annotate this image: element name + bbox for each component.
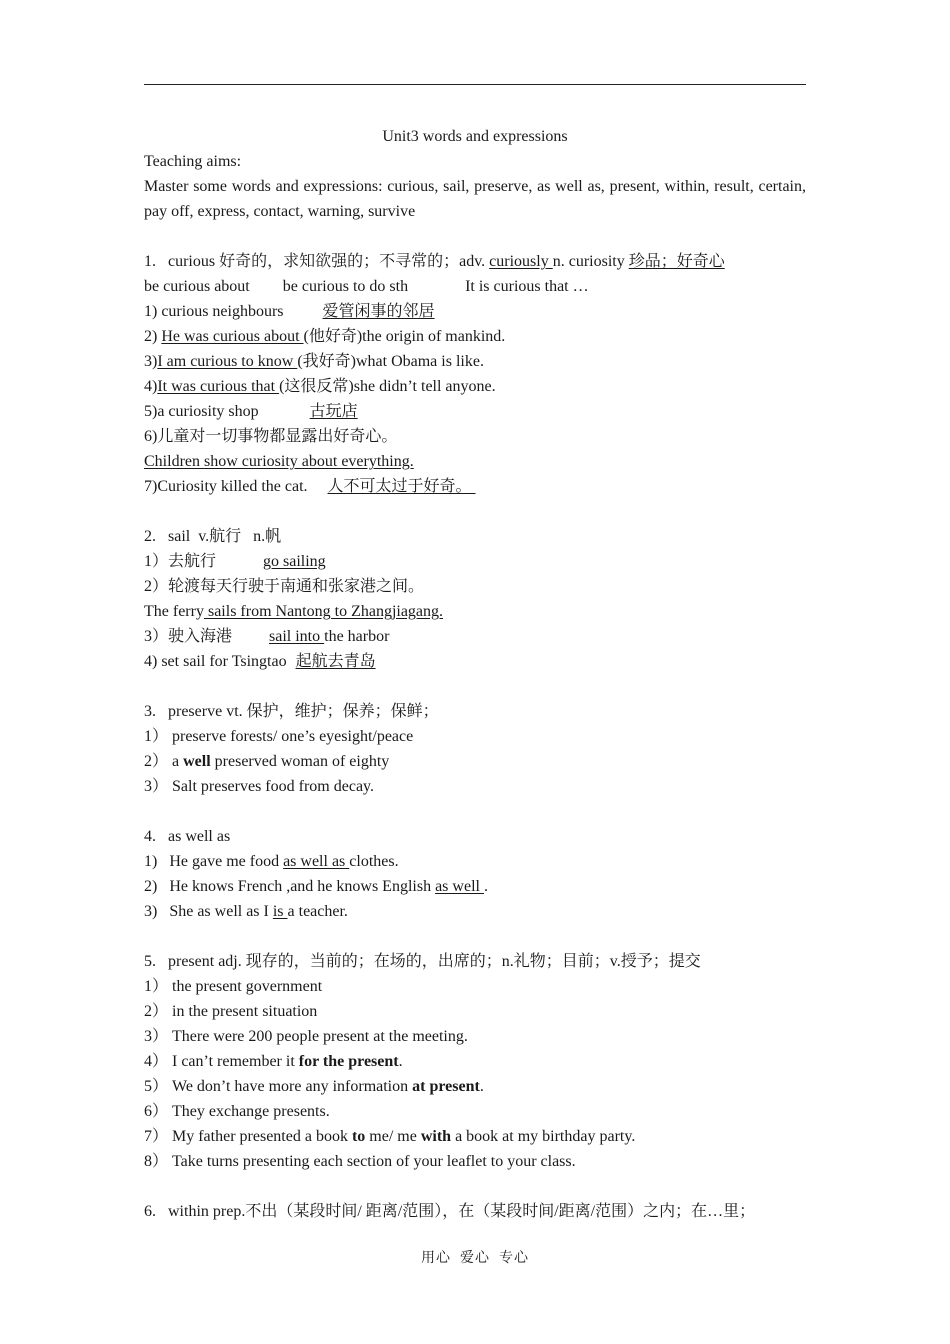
teaching-aims-label: Teaching aims: bbox=[144, 153, 242, 170]
section-1-example-6: 6)儿童对一切事物都显露出好奇心。 bbox=[144, 428, 398, 445]
section-5-example-5: 5） We don’t have more any information at present. bbox=[144, 1078, 484, 1095]
section-5-heading: 5. present adj. 现存的，当前的；在场的，出席的；n.礼物；目前；v.授予；提交 bbox=[144, 953, 701, 970]
section-5-example-4: 4） I can’t remember it for the present. bbox=[144, 1053, 403, 1070]
section-1-phrases: be curious about be curious to do sth It is curious that … bbox=[144, 278, 589, 295]
section-2-example-1: 1）去航行 go sailing bbox=[144, 553, 326, 570]
section-5-example-7: 7） My father presented a book to me/ me with a book at my birthday party. bbox=[144, 1128, 636, 1145]
section-3-example-3: 3） Salt preserves food from decay. bbox=[144, 778, 375, 795]
section-6-heading: 6. within prep.不出（某段时间/ 距离/范围），在（某段时间/距离/范围）之内；在…里； bbox=[144, 1203, 756, 1220]
page-footer: 用心 爱心 专心 bbox=[421, 1251, 529, 1266]
section-5-example-2: 2） in the present situation bbox=[144, 1003, 318, 1020]
section-5-example-3: 3） There were 200 people present at the meeting. bbox=[144, 1028, 468, 1045]
section-3-heading: 3. preserve vt. 保护，维护；保养；保鲜； bbox=[144, 703, 439, 720]
section-1-example-2: 2) He was curious about (他好奇)the origin of mankind. bbox=[144, 328, 506, 345]
header-rule bbox=[144, 84, 806, 85]
section-1-example-1: 1) curious neighbours 爱管闲事的邻居 bbox=[144, 303, 435, 320]
section-4-heading: 4. as well as bbox=[144, 828, 231, 845]
section-1-heading: 1. curious 好奇的，求知欲强的；不寻常的；adv. curiously n. curiosity 珍品；好奇心 bbox=[144, 253, 725, 270]
section-5-example-1: 1） the present government bbox=[144, 978, 323, 995]
section-5-example-8: 8） Take turns presenting each section of your leaflet to your class. bbox=[144, 1153, 576, 1170]
section-1-example-5: 5)a curiosity shop 古玩店 bbox=[144, 403, 358, 420]
section-2-example-2-answer: The ferry sails from Nantong to Zhangjiagang. bbox=[144, 603, 444, 620]
section-1-example-3: 3)I am curious to know (我好奇)what Obama is like. bbox=[144, 353, 484, 370]
section-2-heading: 2. sail v.航行 n.帆 bbox=[144, 528, 282, 545]
section-2-example-3: 3）驶入海港 sail into the harbor bbox=[144, 628, 390, 645]
section-2-example-4: 4) set sail for Tsingtao 起航去青岛 bbox=[144, 653, 376, 670]
document-body bbox=[144, 124, 806, 1224]
section-1-example-4: 4)It was curious that (这很反常)she didn’t tell anyone. bbox=[144, 378, 496, 395]
section-1-example-7: 7)Curiosity killed the cat. 人不可太过于好奇。 bbox=[144, 478, 472, 495]
section-4-example-1: 1) He gave me food as well as clothes. bbox=[144, 853, 399, 870]
section-2-example-2: 2）轮渡每天行驶于南通和张家港之间。 bbox=[144, 578, 425, 595]
section-4-example-2: 2) He knows French ,and he knows English as well . bbox=[144, 878, 488, 895]
section-4-example-3: 3) She as well as I is a teacher. bbox=[144, 903, 348, 920]
document-title: Unit3 words and expressions bbox=[382, 128, 568, 145]
section-1-example-6-answer: Children show curiosity about everything. bbox=[144, 453, 414, 470]
section-5-example-6: 6） They exchange presents. bbox=[144, 1103, 330, 1120]
section-3-example-2: 2） a well preserved woman of eighty bbox=[144, 753, 390, 770]
teaching-aims-text: Master some words and expressions: curious, sail, preserve, as well as, present, within, result, certain, pay off, express, contact, warning, survive bbox=[144, 178, 806, 220]
section-3-example-1: 1） preserve forests/ one’s eyesight/peace bbox=[144, 728, 414, 745]
